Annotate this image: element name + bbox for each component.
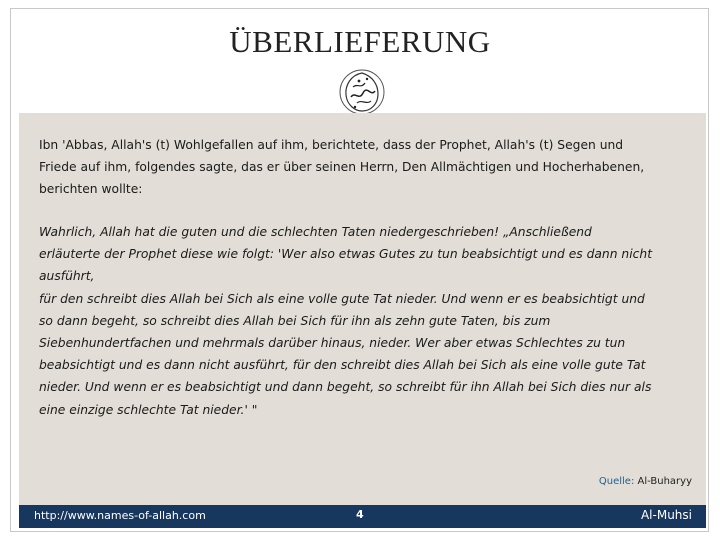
footer-author: Al-Muhsi [640,508,692,522]
slide-title: ÜBERLIEFERUNG [229,24,491,59]
footer-bar [19,505,706,528]
quote-line: für den schreibt dies Allah bei Sich als eine volle gute Tat nieder. Und wenn er es beabsichtigt und [39,291,645,306]
intro-paragraph: Ibn 'Abbas, Allah's (t) Wohlgefallen auf ihm, berichtete, dass der Prophet, Allah's (t) Segen und Friede auf ihm, folgendes sagte, das er über seinen Herrn, Den Allmächtigen und Hocherhabenen, berichten wollte: [39,138,645,196]
content-panel [19,113,706,505]
quote-line: ausführt, [39,269,95,284]
page-number: 4 [356,508,364,521]
source-label: Quelle: [598,476,635,487]
calligraphy-seal-icon [337,67,387,117]
quote-line: nieder. Und wenn er es beabsichtigt und dann begeht, so schreibt für ihn Allah bei Sich dies nur als [39,380,652,395]
quote-line: beabsichtigt und es dann nicht ausführt, für den schreibt dies Allah bei Sich als eine volle gute Tat [39,358,646,373]
footer-url-link[interactable]: http://www.names-of-allah.com [34,509,206,522]
quote-line: so dann begeht, so schreibt dies Allah bei Sich für ihn als zehn gute Taten, bis zum [39,313,551,328]
hadith-quote [39,221,684,421]
source-citation [599,476,692,487]
quote-line: erläuterte der Prophet diese wie folgt: 'Wer also etwas Gutes zu tun beabsichtigt und es dann nicht [39,247,653,262]
quote-line: Wahrlich, Allah hat die guten und die schlechten Taten niedergeschrieben! „Anschließend [39,225,592,239]
quote-line: Siebenhundertfachen und mehrmals darüber hinaus, nieder. Wer aber etwas Schlechtes zu tun [39,336,626,351]
quote-line: eine einzige schlechte Tat nieder.' " [39,402,258,417]
source-value: Al-Buharyy [637,476,692,487]
